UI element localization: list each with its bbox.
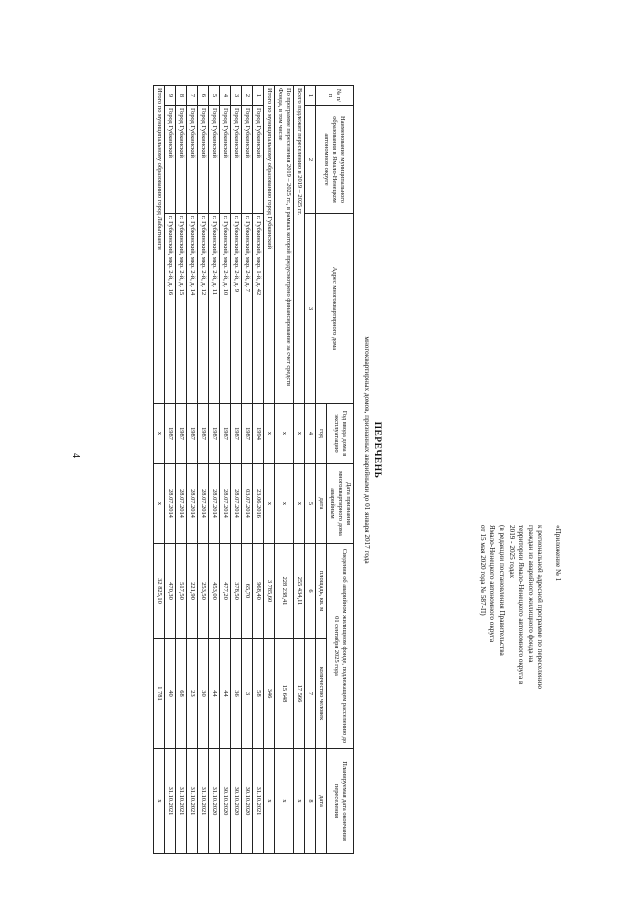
total-label: Всего подлежит переселению в 2019 – 2025 гг.: [294, 86, 305, 404]
row-people: 23: [187, 639, 198, 749]
document-heading: [363, 35, 382, 865]
total-year: x: [264, 404, 275, 464]
row-municipality: Город Губкинский: [220, 106, 231, 214]
total-area: 32 825,10: [154, 544, 165, 639]
row-municipality: Город Губкинский: [242, 106, 253, 214]
row-people: 44: [209, 639, 220, 749]
total-date: x: [154, 464, 165, 544]
appendix-title: «Приложение № 1: [554, 525, 562, 582]
document-subtitle: многоквартирных домов, признанных аварийными до 01 января 2017 года: [363, 336, 371, 564]
table-row: [242, 86, 253, 854]
row-year: 1987: [187, 404, 198, 464]
row-date: 28.07.2014: [165, 464, 176, 544]
row-year: 1987: [242, 404, 253, 464]
subheader-year: год: [316, 404, 327, 464]
row-area: 253,50: [198, 544, 209, 639]
row-num: 1: [253, 86, 264, 106]
header-housing: Сведения об аварийном жилищном фонде, подлежащем расселению до 01 сентября 2025 года: [327, 544, 354, 749]
subheader-date: дата: [316, 464, 327, 544]
appendix-line: к региональной адресной программе по переселению: [536, 525, 545, 689]
row-municipality: Город Губкинский: [165, 106, 176, 214]
header-commission-year: Год ввода дома в эксплуатацию: [327, 404, 354, 464]
row-deadline: 31.10.2021: [187, 749, 198, 854]
row-address: г. Губкинский, мкр. 2-й, д. 16: [165, 214, 176, 404]
row-num: 4: [220, 86, 231, 106]
row-people: 58: [253, 639, 264, 749]
row-address: г. Губкинский, мкр. 2-й, д. 14: [187, 214, 198, 404]
row-deadline: 31.10.2021: [176, 749, 187, 854]
header-deadline: Планируемая дата окончания переселения: [327, 749, 354, 854]
table-row: [231, 86, 242, 854]
row-deadline: 31.10.2020: [209, 749, 220, 854]
row-address: г. Губкинский, мкр. 2-й, д. 15: [176, 214, 187, 404]
appendix-line: территории Ямало-Ненецкого автономного округа в: [517, 525, 526, 685]
index-cell: 3: [305, 214, 316, 404]
row-address: г. Губкинский, мкр. 2-й, д. 10: [220, 214, 231, 404]
row-date: 23.06.2016: [253, 464, 264, 544]
index-cell: 5: [305, 464, 316, 544]
total-year: x: [154, 404, 165, 464]
row-municipality: Город Губкинский: [187, 106, 198, 214]
table-row: [209, 86, 220, 854]
header-num: № п/п: [316, 86, 354, 106]
index-cell: 7: [305, 639, 316, 749]
row-year: 1987: [209, 404, 220, 464]
total-people: 1 781: [154, 639, 165, 749]
total-row: [154, 86, 165, 854]
index-cell: 8: [305, 749, 316, 854]
row-date: 28.07.2014: [176, 464, 187, 544]
appendix-line: граждан из аварийного жилищного фонда на: [526, 525, 535, 663]
index-cell: 4: [305, 404, 316, 464]
index-cell: 1: [305, 86, 316, 106]
row-deadline: 30.10.2020: [231, 749, 242, 854]
row-people: 30: [198, 639, 209, 749]
row-people: 3: [242, 639, 253, 749]
total-people: 346: [264, 639, 275, 749]
total-label: Итого по муниципальному образованию город Лабытнанги: [154, 86, 165, 404]
total-people: 15 648: [275, 639, 294, 749]
table-header-row: [327, 86, 354, 854]
total-date: x: [264, 464, 275, 544]
row-deadline: 31.10.2021: [253, 749, 264, 854]
header-address: Адрес многоквартирного дома: [316, 214, 354, 404]
row-num: 5: [209, 86, 220, 106]
table-row: [187, 86, 198, 854]
total-year: x: [275, 404, 294, 464]
page-number: 4: [70, 453, 81, 458]
table-row: [220, 86, 231, 854]
row-deadline: 31.10.2021: [198, 749, 209, 854]
row-num: 2: [242, 86, 253, 106]
row-num: 8: [176, 86, 187, 106]
row-area: 470,30: [165, 544, 176, 639]
row-municipality: Город Губкинский: [176, 106, 187, 214]
total-area: 3 785,60: [264, 544, 275, 639]
appendix-line: (в редакции постановления Правительства: [498, 525, 507, 656]
appendix-note: [477, 525, 562, 825]
row-num: 7: [187, 86, 198, 106]
total-row: [275, 86, 294, 854]
row-area: 477,20: [220, 544, 231, 639]
row-area: 517,50: [176, 544, 187, 639]
header-municipality: Наименование муниципального образования в Ямало-Ненецком автономном округе: [316, 106, 354, 214]
subheader-area: площадь, кв. м: [316, 544, 327, 639]
row-area: 453,00: [209, 544, 220, 639]
document-page: [20, 35, 580, 865]
row-area: 221,90: [187, 544, 198, 639]
row-date: 28.07.2014: [220, 464, 231, 544]
appendix-line: от 15 мая 2020 года № 587-П): [478, 525, 487, 616]
total-row: [294, 86, 305, 854]
row-address: г. Губкинский, мкр. 2-й, д. 7: [242, 214, 253, 404]
row-municipality: Город Губкинский: [231, 106, 242, 214]
row-municipality: Город Губкинский: [198, 106, 209, 214]
total-label: Итого по муниципальному образованию город Губкинский: [264, 86, 275, 404]
subheader-deadline: дата: [316, 749, 327, 854]
total-year: x: [294, 404, 305, 464]
row-date: 28.07.2014: [198, 464, 209, 544]
row-area: 968,40: [253, 544, 264, 639]
row-deadline: 30.10.2020: [242, 749, 253, 854]
table-row: [165, 86, 176, 854]
index-cell: 6: [305, 544, 316, 639]
total-area: 228 238,41: [275, 544, 294, 639]
subheader-people: количество человек: [316, 639, 327, 749]
row-date: 03.07.2014: [242, 464, 253, 544]
row-year: 1987: [165, 404, 176, 464]
table-row: [253, 86, 264, 854]
houses-table: [153, 85, 354, 854]
total-row: [264, 86, 275, 854]
row-year: 1987: [220, 404, 231, 464]
total-label: По программе переселения 2019 – 2025 гг., в рамках которой предусмотрено финансирование за счет средств Фонда, в том числе: [275, 86, 294, 404]
header-recognition-date: Дата признания многоквартирного дома аварийным: [327, 464, 354, 544]
total-deadline: x: [275, 749, 294, 854]
row-area: 65,70: [242, 544, 253, 639]
row-year: 1987: [231, 404, 242, 464]
row-municipality: Город Губкинский: [209, 106, 220, 214]
row-area: 378,50: [231, 544, 242, 639]
row-municipality: Город Губкинский: [253, 106, 264, 214]
total-date: x: [294, 464, 305, 544]
document-title: ПЕРЕЧЕНЬ: [372, 421, 382, 479]
appendix-line: 2019 - 2025 годах: [507, 525, 516, 579]
row-num: 3: [231, 86, 242, 106]
total-deadline: x: [264, 749, 275, 854]
row-year: 1987: [176, 404, 187, 464]
total-deadline: x: [294, 749, 305, 854]
row-num: 6: [198, 86, 209, 106]
row-deadline: 31.10.2021: [165, 749, 176, 854]
total-people: 17 566: [294, 639, 305, 749]
total-deadline: x: [154, 749, 165, 854]
row-date: 28.07.2014: [231, 464, 242, 544]
row-num: 9: [165, 86, 176, 106]
row-address: г. Губкинский, мкр. 2-й, д. 9: [231, 214, 242, 404]
row-deadline: 30.10.2020: [220, 749, 231, 854]
row-address: г. Губкинский, мкр. 2-й, д. 11: [209, 214, 220, 404]
table-index-row: [305, 86, 316, 854]
row-people: 36: [231, 639, 242, 749]
index-cell: 2: [305, 106, 316, 214]
appendix-line: Ямало-Ненецкого автономного округа: [488, 525, 497, 643]
row-address: г. Губкинский, мкр. 1-й, д. 42: [253, 214, 264, 404]
row-address: г. Губкинский, мкр. 2-й, д. 12: [198, 214, 209, 404]
row-year: 1994: [253, 404, 264, 464]
total-area: 255 434,11: [294, 544, 305, 639]
row-year: 1987: [198, 404, 209, 464]
row-people: 44: [220, 639, 231, 749]
row-people: 68: [176, 639, 187, 749]
row-date: 28.07.2014: [187, 464, 198, 544]
table-row: [176, 86, 187, 854]
total-date: x: [275, 464, 294, 544]
row-people: 40: [165, 639, 176, 749]
row-date: 28.07.2014: [209, 464, 220, 544]
table-row: [198, 86, 209, 854]
